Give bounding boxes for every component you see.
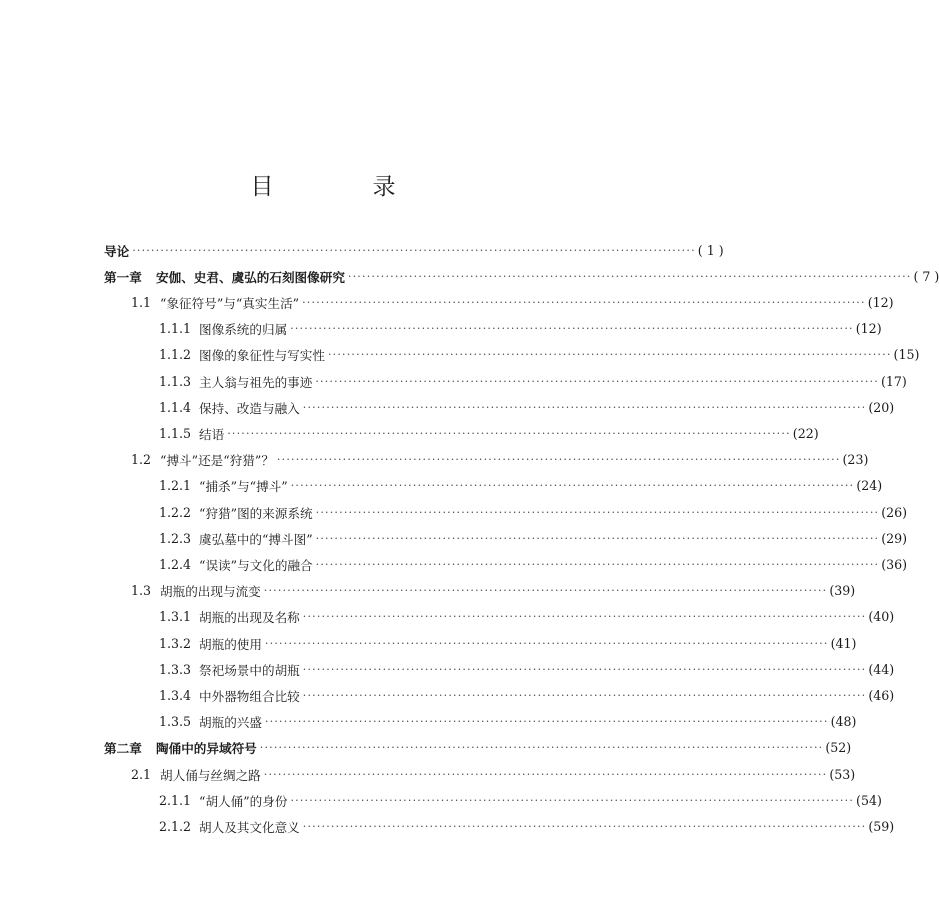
toc-leader-dots: ························································································································ <box>132 243 696 257</box>
toc-leader-dots: ························································································································ <box>259 741 824 755</box>
toc-entry <box>104 736 852 760</box>
toc-entry-number: 1.3.1 <box>159 609 192 625</box>
toc-entry-page: ( 7 ) <box>913 268 939 284</box>
toc-entry-page: (24) <box>856 478 883 494</box>
toc-entry-title: 胡人及其文化意义 <box>199 819 300 835</box>
toc-entry-title: 保持、改造与融入 <box>199 400 300 416</box>
toc-entry <box>131 762 856 786</box>
toc-entry <box>159 657 895 681</box>
toc-entry-title: 陶俑中的异域符号 <box>156 741 257 757</box>
toc-entry-title: 结语 <box>199 426 225 442</box>
toc-entry-page: ( 1 ) <box>697 242 724 258</box>
toc-entry <box>131 448 869 472</box>
toc-entry-title: “搏斗”还是“狩猎”？ <box>160 453 274 469</box>
toc-entry-number: 2.1.2 <box>159 818 192 834</box>
toc-entry-number: 1.1.3 <box>159 373 192 389</box>
toc-entry-title: 胡瓶的使用 <box>199 636 262 652</box>
toc-leader-dots: ························································································································ <box>315 531 880 545</box>
toc-entry-page: (59) <box>868 818 895 834</box>
toc-leader-dots: ························································································································ <box>315 374 879 388</box>
toc-entry-page: (29) <box>881 530 908 546</box>
toc-leader-dots: ························································································································ <box>302 295 866 309</box>
toc-entry-title: “象征符号”与“真实生活” <box>160 295 300 311</box>
toc-leader-dots: ························································································································ <box>263 584 828 598</box>
toc-entry-title: 导论 <box>104 243 130 259</box>
toc-entry-page: (54) <box>856 792 882 808</box>
toc-leader-dots: ························································································································ <box>302 819 867 833</box>
toc-entry-number: 1.2.3 <box>159 530 192 546</box>
toc-entry-number: 1.2.4 <box>159 556 192 572</box>
toc-entry-number: 1.2.2 <box>159 504 192 520</box>
toc-entry-number: 1.1.5 <box>159 425 192 441</box>
toc-entry-number: 2.1 <box>131 766 152 782</box>
toc-entry <box>131 290 894 314</box>
toc-entry-number: 1.3.3 <box>159 661 192 677</box>
toc-entry <box>104 238 724 262</box>
toc-leader-dots: ························································································································ <box>315 505 880 519</box>
toc-entry <box>159 710 857 734</box>
toc-leader-dots: ························································································································ <box>276 453 841 467</box>
toc-entry <box>159 605 895 629</box>
toc-entry-title: 图像的象征性与写实性 <box>199 348 325 364</box>
toc-entry-page: (52) <box>825 740 852 756</box>
toc-entry <box>159 395 895 419</box>
toc-entry <box>159 788 882 812</box>
toc-entry-title: 祭祀场景中的胡瓶 <box>199 662 300 678</box>
toc-entry <box>104 264 939 288</box>
toc-entry-number: 1.3.5 <box>159 714 192 730</box>
toc-leader-dots: ························································································································ <box>302 688 867 702</box>
toc-entry-page: (36) <box>881 556 908 572</box>
toc-entry <box>131 579 856 603</box>
toc-leader-dots: ························································································································ <box>302 610 867 624</box>
toc-entry-page: (17) <box>880 373 907 389</box>
toc-entry-number: 1.3.4 <box>159 687 192 703</box>
toc-leader-dots: ························································································································ <box>290 322 854 336</box>
toc-entry-title: “狩猎”图的来源系统 <box>199 505 313 521</box>
toc-entry-title: 虞弘墓中的“搏斗图” <box>199 531 313 547</box>
toc-entry-number: 1.1.1 <box>159 321 192 337</box>
toc-entry-page: (12) <box>867 294 894 310</box>
toc-entry-page: (41) <box>830 635 857 651</box>
toc-entry-number: 第一章 <box>104 269 142 285</box>
toc-entry-title: 胡瓶的兴盛 <box>199 715 262 731</box>
toc-entry-page: (40) <box>868 609 895 625</box>
toc-entry <box>159 474 883 498</box>
toc-entry-page: (39) <box>829 583 856 599</box>
toc-entry-title: “误读”与文化的融合 <box>199 557 313 573</box>
toc-entry-title: 主人翁与祖先的事迹 <box>199 374 313 390</box>
toc-leader-dots: ························································································································ <box>302 662 867 676</box>
toc-leader-dots: ························································································································ <box>263 767 828 781</box>
toc-leader-dots: ························································································································ <box>227 426 791 440</box>
toc-entry <box>159 421 819 445</box>
toc-entry-title: 胡瓶的出现与流变 <box>160 584 261 600</box>
toc-entry <box>159 552 908 576</box>
toc-leader-dots: ························································································································ <box>290 479 855 493</box>
toc-entry-number: 1.1.2 <box>159 347 192 363</box>
toc-entry-number: 1.3 <box>131 583 152 599</box>
toc-entry-number: 1.2 <box>131 452 152 468</box>
toc-entry <box>159 683 895 707</box>
toc-leader-dots: ························································································································ <box>347 269 912 283</box>
toc-entry-number: 1.2.1 <box>159 478 192 494</box>
toc-entry-title: 图像系统的归属 <box>199 322 288 338</box>
toc-entry-page: (23) <box>842 452 869 468</box>
toc-entry <box>159 631 857 655</box>
toc-entry-number: 2.1.1 <box>159 792 192 808</box>
toc-entry-page: (44) <box>868 661 895 677</box>
toc-entry-number: 1.1.4 <box>159 399 192 415</box>
toc-entry-title: 安伽、史君、虞弘的石刻图像研究 <box>156 269 345 285</box>
toc-entry-number: 第二章 <box>104 741 142 757</box>
toc-entry-title: 胡人俑与丝绸之路 <box>160 767 261 783</box>
toc-entry <box>159 317 882 341</box>
toc-entry-page: (22) <box>792 425 819 441</box>
toc-entry-number: 1.3.2 <box>159 635 192 651</box>
toc-entry-page: (26) <box>881 504 908 520</box>
toc-entry-title: “捕杀”与“搏斗” <box>199 479 288 495</box>
toc-entry-page: (15) <box>893 347 920 363</box>
toc-entry-page: (53) <box>829 766 856 782</box>
toc-entry <box>159 500 908 524</box>
toc-leader-dots: ························································································································ <box>302 400 867 414</box>
toc-entry <box>159 343 920 367</box>
toc-entry-page: (12) <box>855 321 882 337</box>
page-title: 目 录 <box>250 174 434 200</box>
toc-entry-page: (20) <box>868 399 895 415</box>
toc-entry-number: 1.1 <box>131 294 152 310</box>
toc-entry <box>159 814 895 838</box>
toc-leader-dots: ························································································································ <box>290 793 855 807</box>
toc-entry-title: 胡瓶的出现及名称 <box>199 610 300 626</box>
toc-entry-title: “胡人俑”的身份 <box>199 793 288 809</box>
toc-leader-dots: ························································································································ <box>264 636 829 650</box>
toc-entry <box>159 369 907 393</box>
toc-leader-dots: ························································································································ <box>327 348 892 362</box>
toc-leader-dots: ························································································································ <box>264 715 829 729</box>
toc-leader-dots: ························································································································ <box>315 557 880 571</box>
toc-entry-title: 中外器物组合比较 <box>199 688 300 704</box>
toc-entry-page: (48) <box>830 714 857 730</box>
toc-entry <box>159 526 908 550</box>
toc-entry-page: (46) <box>868 687 895 703</box>
